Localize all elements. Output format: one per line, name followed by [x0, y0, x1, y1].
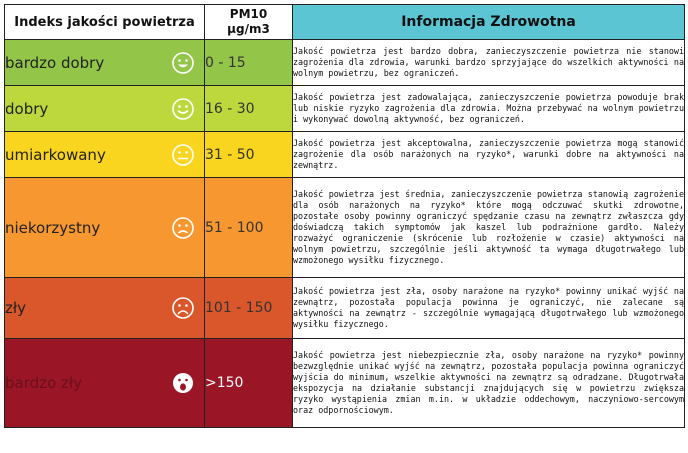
table-row: [5, 339, 685, 428]
level-cell: [5, 178, 205, 278]
level-label: bardzo dobry: [5, 53, 105, 72]
sad-face-icon: [172, 297, 194, 319]
header-row: [5, 5, 685, 40]
header-pm10: [205, 5, 293, 40]
health-info-text: Jakość powietrza jest niebezpiecznie zła, osoby narażone na ryzyko* powinny bezwzględnie unikać wyjść na zewnątrz, pozostała populacja powinna ograniczyć wyjścia do minimum, wszelkie aktywności na zewnątrz są odradzane. Długotrwała ekspozycja na działanie substancji znajdujących się w powietrzu zwiększa ryzyko wystąpienia zmian m.in. w układzie oddechowym, naczyniowo-sercowym oraz odpornościowym.: [293, 339, 685, 428]
level-cell: [5, 339, 205, 428]
worried-face-icon: [172, 217, 194, 239]
very-happy-face-icon: [172, 52, 194, 74]
header-pm10-unit: µg/m3: [227, 22, 270, 36]
level-cell: [5, 132, 205, 178]
level-label: umiarkowany: [5, 145, 106, 164]
level-cell: [5, 86, 205, 132]
table-row: [5, 132, 685, 178]
pm10-range: 0 - 15: [205, 40, 293, 86]
pm10-range: >150: [205, 339, 293, 428]
health-info-text: Jakość powietrza jest zła, osoby narażone na ryzyko* powinny unikać wyjść na zewnątrz, pozostała populacja powinna je ograniczyć, nie zalecane są aktywności na zewnątrz - szczególnie wymagającą długotrwałego lub wzmożonego wysiłku fizycznego.: [293, 278, 685, 339]
table-row: [5, 40, 685, 86]
pm10-range: 31 - 50: [205, 132, 293, 178]
table-row: [5, 278, 685, 339]
level-label: zły: [5, 299, 27, 317]
level-label: dobry: [5, 99, 49, 118]
health-info-text: Jakość powietrza jest akceptowalna, zanieczyszczenie powietrza mogą stanowić zagrożenie dla osób narażonych na ryzyko*, warunki dobre na aktywności na zewnątrz.: [293, 132, 685, 178]
neutral-face-icon: [172, 144, 194, 166]
health-info-text: Jakość powietrza jest zadowalająca, zanieczyszczenie powietrza powoduje brak lub niskie ryzyko zagrożenia dla zdrowia. Można przebywać na wolnym powietrzu i wykonywać dowolną aktywność, bez ograniczeń.: [293, 86, 685, 132]
pm10-range: 51 - 100: [205, 178, 293, 278]
level-cell: [5, 278, 205, 339]
header-pm10-name: PM10: [229, 7, 268, 21]
health-info-text: Jakość powietrza jest bardzo dobra, zanieczyszczenie powietrza nie stanowi zagrożenia dla zdrowia, warunki bardzo sprzyjające do wszelkich aktywności na wolnym powietrzu, bez ograniczeń.: [293, 40, 685, 86]
happy-face-icon: [172, 98, 194, 120]
header-health-info: Informacja Zdrowotna: [293, 5, 685, 40]
level-label: niekorzystny: [5, 218, 101, 237]
level-cell: [5, 40, 205, 86]
header-index: Indeks jakości powietrza: [5, 5, 205, 40]
shocked-face-icon: [172, 372, 194, 394]
health-info-text: Jakość powietrza jest średnia, zanieczyszczenie powietrza stanowią zagrożenie dla osób narażonych na ryzyko* które mogą odczuwać skutki zdrowotne, pozostałe osoby powinny ograniczyć spędzanie czasu na zewnątrz zwłaszcza gdy doświadczą takich symptomów jak kaszel lub podrażnione gardło. Należy rozważyć ograniczenie (skrócenie lub rozłożenie w czasie) aktywności na wolnym powietrzu, szczególnie jeśli aktywność ta wymaga długotrwałego lub wzmożonego wysiłku fizycznego.: [293, 178, 685, 278]
table-row: [5, 86, 685, 132]
pm10-range: 101 - 150: [205, 278, 293, 339]
air-quality-table: [4, 4, 685, 428]
pm10-range: 16 - 30: [205, 86, 293, 132]
level-label: bardzo zły: [5, 374, 82, 392]
table-row: [5, 178, 685, 278]
